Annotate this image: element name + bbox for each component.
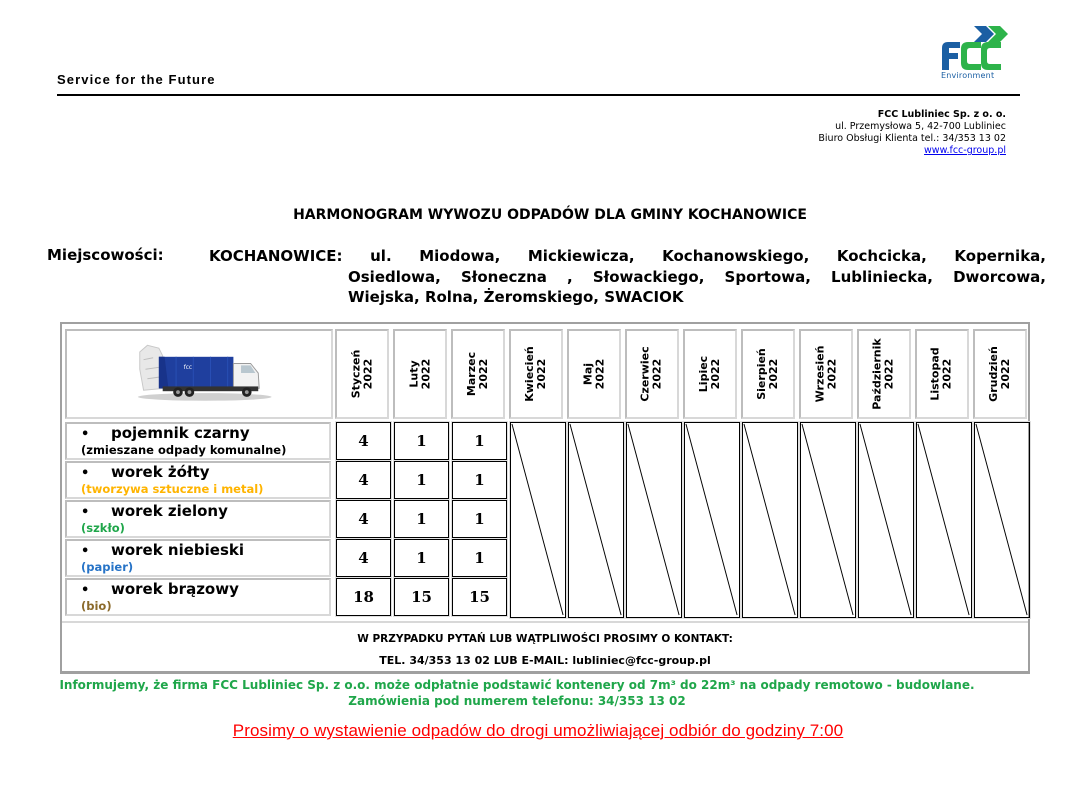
month-year: 2022	[941, 358, 955, 390]
pickup-notice: Prosimy o wystawienie odpadów do drogi umożliwiającej odbiór do godziny 7:00	[232, 721, 844, 740]
waste-type-name-row	[81, 502, 329, 521]
month-label	[698, 356, 722, 392]
diagonal-line	[743, 423, 797, 617]
month-year: 2022	[651, 358, 664, 390]
month-header	[625, 329, 679, 419]
month-year: 2022	[825, 358, 838, 390]
month-name: Październik	[871, 338, 885, 410]
container-info	[0, 677, 1088, 709]
month-year: 2022	[709, 358, 722, 390]
month-name: Lipiec	[697, 355, 710, 393]
month-name: Listopad	[929, 347, 943, 401]
month-label	[582, 359, 606, 390]
waste-type-name-row	[81, 424, 329, 443]
empty-month-cell	[568, 422, 624, 618]
waste-type-description: (szkło)	[81, 521, 125, 535]
waste-type-name: worek zielony	[111, 502, 228, 520]
diagonal-line	[511, 423, 565, 617]
diagonal-line	[801, 423, 855, 617]
company-phone: Biuro Obsługi Klienta tel.: 34/353 13 02	[818, 133, 1006, 144]
garbage-truck-image	[67, 331, 331, 417]
month-year: 2022	[419, 358, 432, 390]
pickup-day-cell: 1	[452, 461, 507, 499]
schedule-table	[60, 322, 1030, 674]
places-list	[209, 246, 1046, 308]
month-header	[509, 329, 563, 419]
container-info-line-1: Informujemy, że firma FCC Lubliniec Sp. z o.o. może odpłatnie podstawić kontenery od 7m³ do 22m³ na odpady remotowo - budowlane.	[59, 678, 975, 692]
empty-month-cell	[510, 422, 566, 618]
month-name: Kwiecień	[523, 346, 536, 402]
waste-type-cell	[65, 578, 331, 616]
contact-line-2: TEL. 34/353 13 02 LUB E-MAIL: lubliniec@fcc-group.pl	[379, 654, 711, 667]
month-year: 2022	[767, 358, 781, 390]
pickup-day-cell: 4	[336, 539, 391, 577]
month-name: Luty	[407, 360, 420, 388]
month-header	[451, 329, 505, 419]
month-name: Czerwiec	[639, 346, 652, 402]
pickup-day-cell: 1	[394, 500, 449, 538]
month-name: Maj	[581, 362, 594, 386]
waste-type-cell	[65, 539, 331, 577]
month-year: 2022	[535, 358, 548, 390]
month-name: Grudzień	[987, 346, 1000, 402]
truck-image-cell	[65, 329, 333, 419]
month-year: 2022	[360, 358, 374, 390]
waste-type-cell	[65, 500, 331, 538]
bullet-icon: •	[81, 583, 90, 598]
month-label	[988, 346, 1012, 402]
waste-type-name: worek niebieski	[111, 541, 245, 559]
waste-type-name: worek brązowy	[111, 580, 239, 598]
bullet-icon: •	[81, 505, 90, 520]
company-website-link[interactable]: www.fcc-group.pl	[924, 145, 1006, 156]
places-line: Wiejska, Rolna, Żeromskiego, SWACIOK	[348, 288, 684, 306]
waste-type-name: pojemnik czarny	[111, 424, 250, 442]
pickup-day-cell: 15	[394, 578, 449, 616]
empty-month-cell	[916, 422, 972, 618]
waste-type-description: (tworzywa sztuczne i metal)	[81, 482, 264, 496]
empty-month-cell	[742, 422, 798, 618]
empty-month-cell	[858, 422, 914, 618]
month-year: 2022	[593, 358, 606, 390]
month-label	[640, 346, 664, 401]
bullet-icon: •	[81, 544, 90, 559]
month-header	[857, 329, 911, 419]
places-line: Osiedlowa, Słoneczna , Słowackiego, Sportowa, Lubliniecka, Dworcowa,	[348, 267, 1046, 286]
month-header	[915, 329, 969, 419]
pickup-day-cell: 4	[336, 461, 391, 499]
month-name: Styczeń	[348, 349, 362, 399]
waste-type-name-row	[81, 541, 329, 560]
month-header	[973, 329, 1027, 419]
pickup-day-cell: 1	[394, 422, 449, 460]
waste-type-name-row	[81, 463, 329, 482]
company-address: ul. Przemysłowa 5, 42-700 Lubliniec	[835, 121, 1006, 132]
header-divider	[57, 94, 1020, 96]
pickup-day-cell: 1	[394, 461, 449, 499]
waste-type-name: worek żółty	[111, 463, 210, 481]
diagonal-line	[859, 423, 913, 617]
diagonal-line	[917, 423, 971, 617]
diagonal-line	[627, 423, 681, 617]
month-label	[814, 346, 838, 403]
month-label	[350, 350, 374, 399]
contact-line-1: W PRZYPADKU PYTAŃ LUB WĄTPLIWOŚCI PROSIMY O KONTAKT:	[357, 633, 733, 645]
pickup-day-cell: 18	[336, 578, 391, 616]
contact-box	[62, 621, 1028, 671]
svg-text:fcc: fcc	[183, 365, 193, 372]
empty-month-cell	[684, 422, 740, 618]
waste-type-description: (papier)	[81, 560, 134, 574]
pickup-day-cell: 15	[452, 578, 507, 616]
diagonal-line	[685, 423, 739, 617]
places-line: KOCHANOWICE: ul. Miodowa, Mickiewicza, Kochanowskiego, Kochcicka, Kopernika,	[209, 247, 1046, 265]
month-year: 2022	[477, 358, 490, 390]
pickup-day-cell: 1	[452, 422, 507, 460]
pickup-day-cell: 4	[336, 500, 391, 538]
month-header	[393, 329, 447, 419]
company-name: FCC Lubliniec Sp. z o. o.	[877, 109, 1006, 120]
company-info	[818, 109, 1006, 157]
month-label	[524, 346, 548, 402]
bullet-icon: •	[81, 466, 90, 481]
month-name: Marzec	[465, 351, 478, 397]
pickup-day-cell: 1	[452, 539, 507, 577]
empty-month-cell	[974, 422, 1030, 618]
month-header	[799, 329, 853, 419]
waste-type-description: (bio)	[81, 599, 112, 613]
page-title: HARMONOGRAM WYWOZU ODPADÓW DLA GMINY KOCHANOWICE	[293, 207, 807, 223]
month-label	[408, 359, 432, 390]
month-header	[683, 329, 737, 419]
empty-month-cell	[626, 422, 682, 618]
month-year: 2022	[999, 358, 1012, 390]
logo-subtitle: Environment	[941, 71, 995, 80]
waste-type-description: (zmieszane odpady komunalne)	[81, 443, 287, 457]
waste-type-cell	[65, 461, 331, 499]
waste-type-name-row	[81, 580, 329, 599]
month-header	[335, 329, 389, 419]
diagonal-line	[975, 423, 1029, 617]
month-name: Sierpień	[755, 348, 769, 400]
month-label	[872, 338, 896, 409]
places-label: Miejscowości:	[47, 246, 164, 264]
month-header	[741, 329, 795, 419]
month-header	[567, 329, 621, 419]
month-name: Wrzesień	[813, 345, 826, 403]
empty-month-cell	[800, 422, 856, 618]
pickup-day-cell: 1	[452, 500, 507, 538]
month-year: 2022	[883, 358, 897, 390]
pickup-day-cell: 4	[336, 422, 391, 460]
container-info-line-2: Zamówienia pod numerem telefonu: 34/353 13 02	[348, 694, 686, 708]
diagonal-line	[569, 423, 623, 617]
waste-type-cell	[65, 422, 331, 460]
bullet-icon: •	[81, 427, 90, 442]
month-label	[466, 352, 490, 396]
pickup-day-cell: 1	[394, 539, 449, 577]
month-label	[930, 347, 954, 400]
month-label	[756, 348, 780, 400]
slogan: Service for the Future	[57, 72, 216, 87]
